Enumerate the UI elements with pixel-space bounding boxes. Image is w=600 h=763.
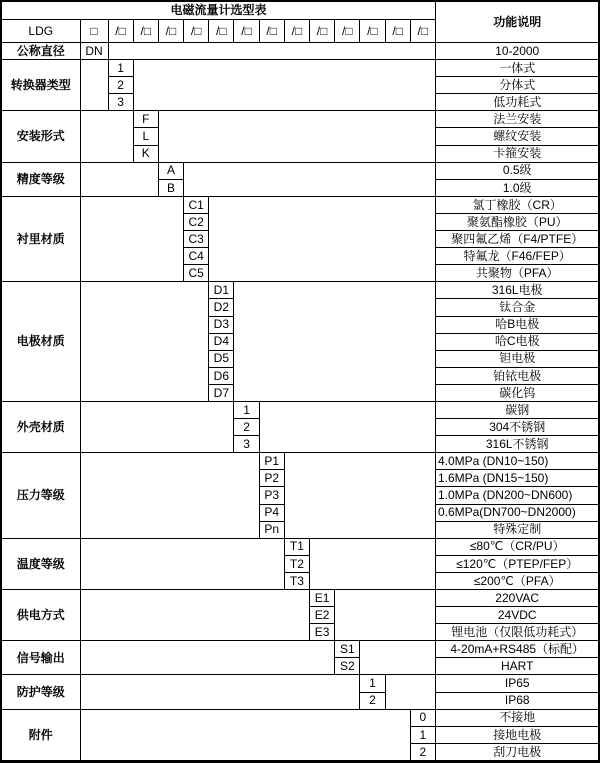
code-cell: B	[158, 179, 183, 196]
model-code-slot: /□	[108, 20, 133, 43]
description-cell: 卡箍安装	[435, 145, 599, 162]
code-cell: D1	[209, 282, 234, 299]
code-cell: F	[133, 111, 158, 128]
description-cell: 氯丁橡胶（CR）	[435, 196, 599, 213]
table-title: 电磁流量计选型表	[1, 1, 435, 20]
code-cell: P2	[259, 470, 284, 487]
code-cell: D5	[209, 350, 234, 367]
filler-cell	[234, 282, 436, 402]
model-code-slot: /□	[259, 20, 284, 43]
description-cell: 0.6MPa(DN700~DN2000)	[435, 504, 599, 521]
model-prefix: LDG	[1, 20, 80, 43]
filler-cell	[80, 282, 209, 402]
code-cell: DN	[80, 43, 108, 60]
category-label: 附件	[1, 709, 80, 761]
filler-cell	[284, 453, 435, 538]
code-cell: 2	[108, 77, 133, 94]
code-cell: S1	[335, 641, 360, 658]
description-cell: 1.6MPa (DN15~150)	[435, 470, 599, 487]
code-cell: D3	[209, 316, 234, 333]
code-cell: E3	[310, 624, 335, 641]
description-cell: 316L电极	[435, 282, 599, 299]
description-cell: HART	[435, 658, 599, 675]
filler-cell	[80, 111, 133, 162]
model-code-slot: /□	[209, 20, 234, 43]
description-cell: 铂铱电极	[435, 367, 599, 384]
model-code-slot: /□	[360, 20, 385, 43]
description-cell: 不接地	[435, 709, 599, 726]
code-cell: C3	[184, 231, 209, 248]
code-cell: D4	[209, 333, 234, 350]
code-cell: A	[158, 162, 183, 179]
description-cell: 304不锈钢	[435, 419, 599, 436]
filler-cell	[133, 60, 435, 111]
code-cell: 1	[234, 401, 259, 418]
description-cell: 锂电池（仅限低功耗式）	[435, 624, 599, 641]
code-cell: C4	[184, 248, 209, 265]
category-label: 供电方式	[1, 590, 80, 641]
category-label: 衬里材质	[1, 196, 80, 281]
code-cell: C2	[184, 213, 209, 230]
description-cell: 4.0MPa (DN10~150)	[435, 453, 599, 470]
filler-cell	[385, 675, 435, 709]
model-code-slot: /□	[385, 20, 410, 43]
code-cell: P4	[259, 504, 284, 521]
model-code-slot: /□	[410, 20, 435, 43]
code-cell: D2	[209, 299, 234, 316]
model-code-slot: /□	[184, 20, 209, 43]
description-cell: 聚氨酯橡胶（PU）	[435, 213, 599, 230]
code-cell: 1	[108, 60, 133, 77]
description-cell: 接地电极	[435, 726, 599, 743]
description-cell: 4-20mA+RS485（标配）	[435, 641, 599, 658]
description-cell: 一体式	[435, 60, 599, 77]
code-cell: 2	[410, 743, 435, 761]
model-code-slot: /□	[335, 20, 360, 43]
code-cell: T2	[284, 555, 309, 572]
filler-cell	[259, 401, 435, 452]
function-column-header: 功能说明	[435, 1, 599, 43]
category-label: 电极材质	[1, 282, 80, 402]
description-cell: 螺纹安装	[435, 128, 599, 145]
description-cell: 分体式	[435, 77, 599, 94]
code-cell: 0	[410, 709, 435, 726]
filler-cell	[80, 590, 310, 641]
category-label: 精度等级	[1, 162, 80, 196]
filler-cell	[360, 641, 436, 675]
filler-cell	[80, 709, 410, 761]
category-label: 防护等级	[1, 675, 80, 709]
filler-cell	[108, 43, 435, 60]
filler-cell	[209, 196, 436, 281]
filler-cell	[80, 453, 259, 538]
category-label: 外壳材质	[1, 401, 80, 452]
category-label: 公称直径	[1, 43, 80, 60]
description-cell: 0.5级	[435, 162, 599, 179]
description-cell: 10-2000	[435, 43, 599, 60]
description-cell: IP68	[435, 692, 599, 709]
code-cell: K	[133, 145, 158, 162]
description-cell: 哈B电极	[435, 316, 599, 333]
filler-cell	[80, 538, 284, 589]
filler-cell	[158, 111, 435, 162]
category-label: 压力等级	[1, 453, 80, 538]
code-cell: E2	[310, 607, 335, 624]
description-cell: 低功耗式	[435, 94, 599, 111]
code-cell: C1	[184, 196, 209, 213]
description-cell: 316L不锈钢	[435, 436, 599, 453]
code-cell: 1	[410, 726, 435, 743]
filler-cell	[80, 162, 158, 196]
category-label: 转换器类型	[1, 60, 80, 111]
model-code-slot: /□	[284, 20, 309, 43]
filler-cell	[80, 60, 108, 111]
filler-cell	[80, 401, 234, 452]
code-cell: E1	[310, 590, 335, 607]
category-label: 安装形式	[1, 111, 80, 162]
filler-cell	[335, 590, 436, 641]
model-code-slot: /□	[310, 20, 335, 43]
filler-cell	[184, 162, 436, 196]
model-code-slot: /□	[234, 20, 259, 43]
filler-cell	[310, 538, 436, 589]
code-cell: 2	[234, 419, 259, 436]
model-code-slot: /□	[133, 20, 158, 43]
description-cell: IP65	[435, 675, 599, 692]
code-cell: 3	[108, 94, 133, 111]
description-cell: 共聚物（PFA）	[435, 265, 599, 282]
description-cell: 1.0MPa (DN200~DN600)	[435, 487, 599, 504]
description-cell: ≤120℃（PTEP/FEP）	[435, 555, 599, 572]
description-cell: 特氟龙（F46/FEP）	[435, 248, 599, 265]
description-cell: 法兰安装	[435, 111, 599, 128]
filler-cell	[80, 196, 184, 281]
code-cell: 3	[234, 436, 259, 453]
description-cell: 钛合金	[435, 299, 599, 316]
code-cell: T1	[284, 538, 309, 555]
code-cell: Pn	[259, 521, 284, 538]
filler-cell	[80, 675, 360, 709]
code-cell: D6	[209, 367, 234, 384]
code-cell: 1	[360, 675, 385, 692]
code-cell: 2	[360, 692, 385, 709]
description-cell: 碳化钨	[435, 384, 599, 401]
category-label: 温度等级	[1, 538, 80, 589]
code-cell: P3	[259, 487, 284, 504]
code-cell: D7	[209, 384, 234, 401]
code-cell: P1	[259, 453, 284, 470]
model-code-box: □	[80, 20, 108, 43]
description-cell: ≤200℃（PFA）	[435, 572, 599, 589]
code-cell: T3	[284, 572, 309, 589]
description-cell: ≤80℃（CR/PU）	[435, 538, 599, 555]
code-cell: C5	[184, 265, 209, 282]
description-cell: 24VDC	[435, 607, 599, 624]
description-cell: 碳钢	[435, 401, 599, 418]
description-cell: 特殊定制	[435, 521, 599, 538]
description-cell: 哈C电极	[435, 333, 599, 350]
description-cell: 钽电极	[435, 350, 599, 367]
description-cell: 聚四氟乙烯（F4/PTFE）	[435, 231, 599, 248]
description-cell: 1.0级	[435, 179, 599, 196]
category-label: 信号输出	[1, 641, 80, 675]
description-cell: 刮刀电极	[435, 743, 599, 761]
code-cell: S2	[335, 658, 360, 675]
model-code-slot: /□	[158, 20, 183, 43]
description-cell: 220VAC	[435, 590, 599, 607]
filler-cell	[80, 641, 335, 675]
code-cell: L	[133, 128, 158, 145]
